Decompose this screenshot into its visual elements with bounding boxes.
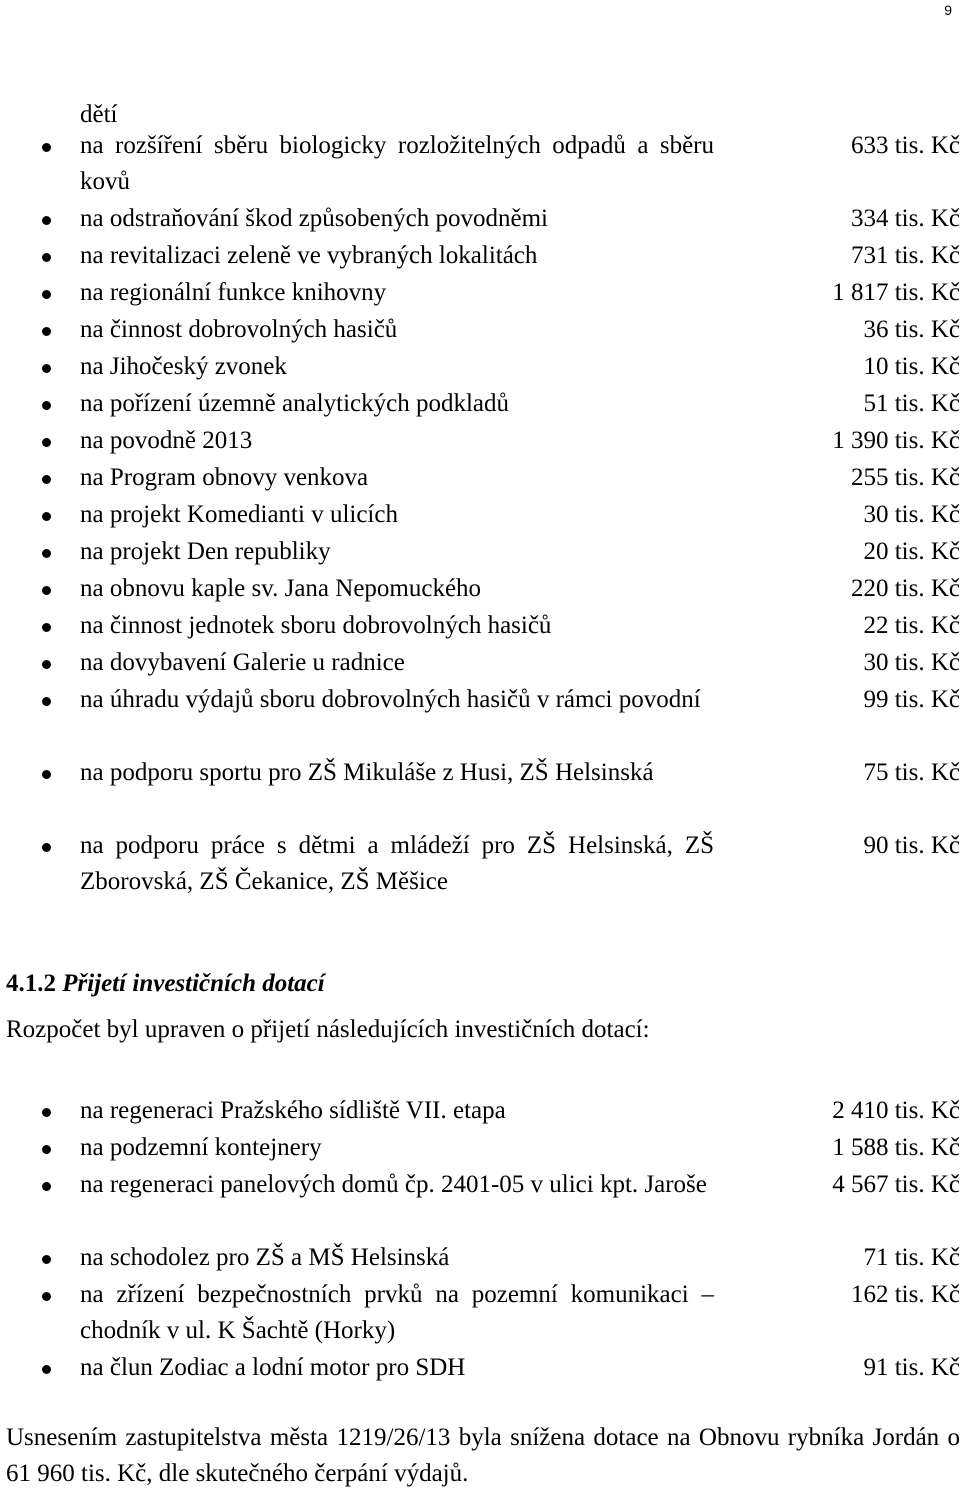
item-text: na projekt Komedianti v ulicích (80, 501, 398, 528)
bullet-icon (42, 586, 51, 595)
bullet-icon (42, 143, 51, 152)
item-amount: 633 tis. Kč (850, 132, 960, 159)
list-item (0, 423, 960, 460)
bullet-icon (42, 290, 51, 299)
item-text: na revitalizaci zeleně ve vybraných lokalitách (80, 242, 538, 269)
item-amount: 2 410 tis. Kč (832, 1097, 960, 1124)
item-text: na podzemní kontejnery (80, 1134, 322, 1161)
list-item (0, 571, 960, 608)
item-text: na činnost dobrovolných hasičů (80, 316, 398, 343)
item-text: na činnost jednotek sboru dobrovolných hasičů (80, 612, 552, 639)
bullet-icon (42, 364, 51, 373)
bullet-icon (42, 1255, 51, 1264)
item-amount: 20 tis. Kč (863, 538, 960, 565)
investment-grants-list (0, 1093, 960, 1387)
bullet-icon (42, 770, 51, 779)
bullet-icon (42, 1108, 51, 1117)
bullet-icon (42, 1292, 51, 1301)
list-item (0, 1093, 960, 1130)
item-amount: 51 tis. Kč (863, 390, 960, 417)
bullet-icon (42, 843, 51, 852)
list-item (0, 645, 960, 682)
list-item (0, 1240, 960, 1277)
page-number: 9 (944, 2, 952, 18)
list-item (0, 828, 960, 901)
item-text: na zřízení bezpečnostních prvků na pozemní komunikaci – chodník v ul. K Šachtě (Horky) (80, 1281, 714, 1344)
item-amount: 22 tis. Kč (863, 612, 960, 639)
item-amount: 75 tis. Kč (863, 759, 960, 786)
bullet-icon (42, 1365, 51, 1374)
item-text: na dovybavení Galerie u radnice (80, 649, 405, 676)
list-item (0, 534, 960, 571)
section-number: 4.1.2 (6, 970, 56, 997)
list-item (0, 275, 960, 312)
item-text: na regionální funkce knihovny (80, 279, 387, 306)
item-text: na regeneraci Pražského sídliště VII. etapa (80, 1097, 506, 1124)
item-text: na Program obnovy venkova (80, 464, 369, 491)
bullet-icon (42, 216, 51, 225)
item-amount: 162 tis. Kč (850, 1281, 960, 1308)
item-text: na obnovu kaple sv. Jana Nepomuckého (80, 575, 482, 602)
item-text: na odstraňování škod způsobených povodněmi (80, 205, 548, 232)
list-item (0, 349, 960, 386)
item-amount: 220 tis. Kč (850, 575, 960, 602)
item-text: na schodolez pro ZŠ a MŠ Helsinská (80, 1244, 450, 1271)
item-amount: 10 tis. Kč (863, 353, 960, 380)
bullet-icon (42, 549, 51, 558)
lead-text: dětí (80, 101, 118, 128)
bullet-icon (42, 512, 51, 521)
bullet-icon (42, 660, 51, 669)
list-item (0, 608, 960, 645)
item-text: na člun Zodiac a lodní motor pro SDH (80, 1354, 466, 1381)
item-text: na regeneraci panelových domů čp. 2401-05 v ulici kpt. Jaroše (80, 1171, 707, 1198)
list-item (0, 386, 960, 423)
item-amount: 90 tis. Kč (863, 832, 960, 859)
item-amount: 99 tis. Kč (863, 686, 960, 713)
bullet-icon (42, 253, 51, 262)
section-intro: Rozpočet byl upraven o přijetí následujících investičních dotací: (6, 1016, 650, 1043)
item-text: na povodně 2013 (80, 427, 253, 454)
item-amount: 731 tis. Kč (850, 242, 960, 269)
item-text: na úhradu výdajů sboru dobrovolných hasičů v rámci povodní (80, 686, 701, 713)
item-amount: 36 tis. Kč (863, 316, 960, 343)
item-text: na Jihočeský zvonek (80, 353, 287, 380)
resolution-note: Usnesením zastupitelstva města 1219/26/13 byla snížena dotace na Obnovu rybníka Jordán o 61 960 tis. Kč, dle skutečného čerpání výdajů. (6, 1424, 960, 1487)
list-item (0, 1277, 960, 1350)
item-amount: 30 tis. Kč (863, 501, 960, 528)
list-item (0, 201, 960, 238)
list-item (0, 1350, 960, 1387)
item-amount: 1 390 tis. Kč (832, 427, 960, 454)
bullet-icon (42, 401, 51, 410)
bullet-icon (42, 697, 51, 706)
item-amount: 4 567 tis. Kč (832, 1171, 960, 1198)
item-text: na podporu práce s dětmi a mládeží pro ZŠ Helsinská, ZŠ Zborovská, ZŠ Čekanice, ZŠ Měšice (80, 832, 714, 895)
list-item (0, 1130, 960, 1167)
item-text: na rozšíření sběru biologicky rozložitelných odpadů a sběru kovů (80, 132, 714, 195)
list-item (0, 460, 960, 497)
item-amount: 1 817 tis. Kč (832, 279, 960, 306)
item-text: na projekt Den republiky (80, 538, 331, 565)
item-text: na podporu sportu pro ZŠ Mikuláše z Husi, ZŠ Helsinská (80, 759, 654, 786)
bullet-icon (42, 1182, 51, 1191)
bullet-icon (42, 1145, 51, 1154)
bullet-icon (42, 475, 51, 484)
list-item (0, 755, 960, 828)
list-item (0, 238, 960, 275)
section-heading (6, 966, 325, 1002)
item-amount: 334 tis. Kč (850, 205, 960, 232)
item-amount: 1 588 tis. Kč (832, 1134, 960, 1161)
section-title: Přijetí investičních dotací (62, 970, 325, 997)
list-item (0, 682, 960, 755)
bullet-icon (42, 623, 51, 632)
non-investment-grants-list (0, 128, 960, 901)
item-amount: 71 tis. Kč (863, 1244, 960, 1271)
bullet-icon (42, 327, 51, 336)
bullet-icon (42, 438, 51, 447)
item-text: na pořízení územně analytických podkladů (80, 390, 510, 417)
item-amount: 30 tis. Kč (863, 649, 960, 676)
item-amount: 91 tis. Kč (863, 1354, 960, 1381)
list-item (0, 128, 960, 201)
list-item (0, 312, 960, 349)
list-item (0, 1167, 960, 1240)
item-amount: 255 tis. Kč (850, 464, 960, 491)
list-item (0, 497, 960, 534)
